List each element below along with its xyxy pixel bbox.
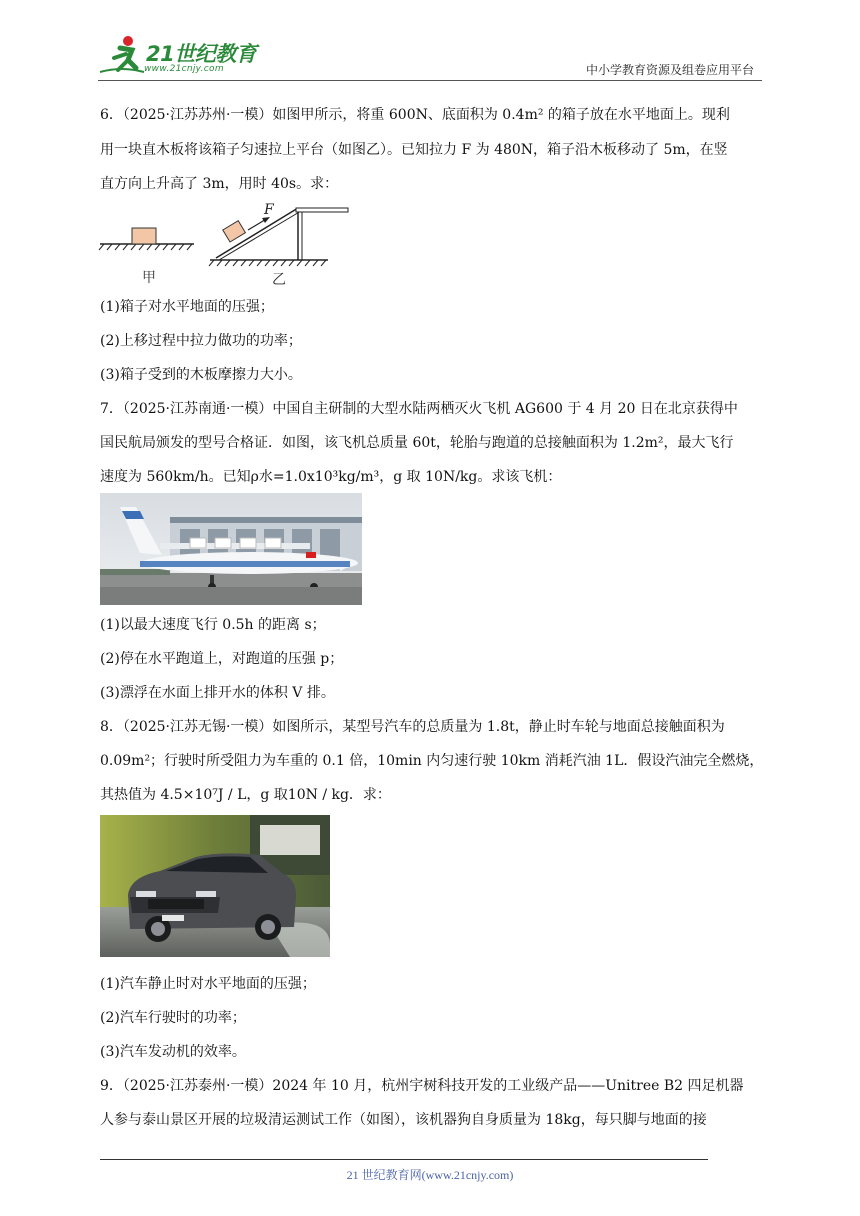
logo-url: www.21cnjy.com <box>144 64 224 74</box>
platform-name: 中小学教育资源及组卷应用平台 <box>585 63 754 77</box>
q8-line-2: 0.09m²；行驶时所受阻力为车重的 0.1 倍，10min 内匀速行驶 10km 消耗汽油 1L．假设汽油完全燃烧， <box>100 753 764 769</box>
q6-sub-1: (1)箱子对水平地面的压强； <box>100 299 274 315</box>
q7-sub-1: (1)以最大速度飞行 0.5h 的距离 s； <box>100 617 326 633</box>
fig-a-label: 甲 <box>142 270 156 286</box>
q6-line-1: 6．（2025·江苏苏州·一模）如图甲所示，将重 600N、底面积为 0.4m² 的箱子放在水平地面上。现利 <box>100 107 730 123</box>
q6-sub-3: (3)箱子受到的木板摩擦力大小。 <box>100 367 302 383</box>
page-header <box>98 30 760 80</box>
car-image <box>100 815 330 957</box>
q7-line-2: 国民航局颁发的型号合格证．如图，该飞机总质量 60t，轮胎与跑道的总接触面积为 1.2m²，最大飞行 <box>100 435 734 451</box>
q7-line-1: 7．（2025·江苏南通·一模）中国自主研制的大型水陆两栖灭火飞机 AG600 于 4 月 20 日在北京获得中 <box>100 401 738 417</box>
q8-sub-3: (3)汽车发动机的效率。 <box>100 1044 246 1060</box>
q8-line-1: 8．（2025·江苏无锡·一模）如图所示，某型号汽车的总质量为 1.8t，静止时车轮与地面总接触面积为 <box>100 719 725 735</box>
q7-line-3: 速度为 560km/h。已知ρ水=1.0x10³kg/m³，g 取 10N/kg。求该飞机： <box>100 469 562 485</box>
q7-sub-3: (3)漂浮在水面上排开水的体积 V 排。 <box>100 685 335 701</box>
q8-sub-1: (1)汽车静止时对水平地面的压强； <box>100 976 316 992</box>
suv-car-photo <box>100 815 330 957</box>
q9-line-1: 9．（2025·江苏泰州·一模）2024 年 10 月，杭州宇树科技开发的工业级产品——Unitree B2 四足机器 <box>100 1078 744 1094</box>
footer-divider <box>100 1159 708 1160</box>
fig-b-label: 乙 <box>272 272 286 288</box>
fig-a-box-on-ground <box>99 228 194 250</box>
force-label: F <box>264 202 274 218</box>
logo-text: 21世纪教育 <box>146 42 257 66</box>
q8-sub-2: (2)汽车行驶时的功率； <box>100 1010 246 1026</box>
q6-diagram <box>98 200 358 290</box>
logo <box>98 38 258 78</box>
q6-line-2: 用一块直木板将该箱子匀速拉上平台（如图乙）。已知拉力 F 为 480N，箱子沿木板移动了 5m，在竖 <box>100 142 728 158</box>
q6-sub-2: (2)上移过程中拉力做功的功率； <box>100 333 302 349</box>
header-divider <box>98 80 762 81</box>
q7-sub-2: (2)停在水平跑道上，对跑道的压强 p； <box>100 651 344 667</box>
footer-link[interactable]: 21 世纪教育网(www.21cnjy.com) <box>346 1168 514 1182</box>
q9-line-2: 人参与泰山景区开展的垃圾清运测试工作（如图），该机器狗自身质量为 18kg，每只脚与地面的接 <box>100 1112 707 1128</box>
q6-line-3: 直方向上升高了 3m，用时 40s。求： <box>100 176 339 192</box>
q8-line-3: 其热值为 4.5×10⁷J / L，g 取10N / kg．求： <box>100 787 391 803</box>
aircraft-image <box>100 493 362 605</box>
ag600-aircraft-photo <box>100 493 362 605</box>
fig-b-ramp <box>209 208 348 266</box>
runner-logo-icon <box>98 34 146 74</box>
